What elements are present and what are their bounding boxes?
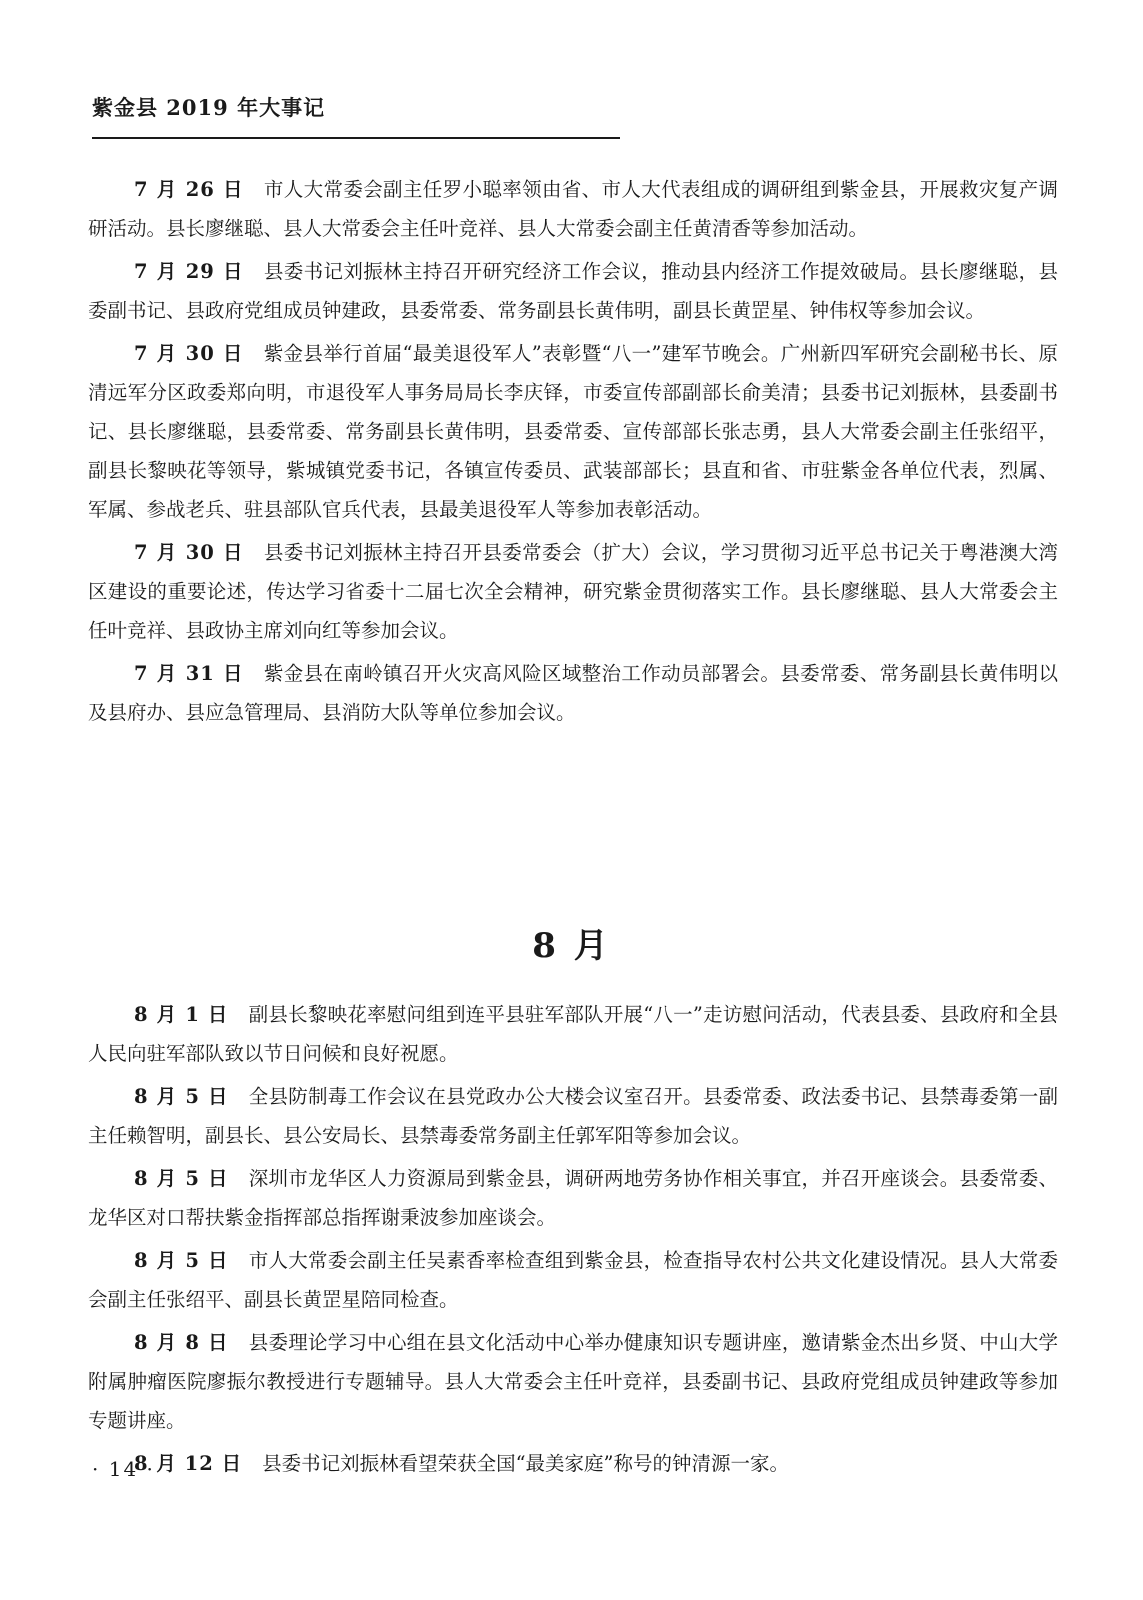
event-text: 县委书记刘振林主持召开研究经济工作会议，推动县内经济工作提效破局。县长廖继聪，县委副书记、县政府党组成员钟建政，县委常委、常务副县长黄伟明，副县长黄罡星、钟伟权等参加会议。 [88, 260, 1058, 322]
event-entry [88, 252, 1058, 330]
event-entry [88, 334, 1058, 529]
event-text: 县委书记刘振林看望荣获全国“最美家庭”称号的钟清源一家。 [262, 1452, 790, 1475]
event-text: 县委书记刘振林主持召开县委常委会（扩大）会议，学习贯彻习近平总书记关于粤港澳大湾区建设的重要论述，传达学习省委十二届七次全会精神，研究紫金贯彻落实工作。县长廖继聪、县人大常委会主任叶竞祥、县政协主席刘向红等参加会议。 [88, 541, 1058, 642]
header-rule [92, 137, 620, 139]
event-entry [88, 1241, 1058, 1319]
event-text: 深圳市龙华区人力资源局到紫金县，调研两地劳务协作相关事宜，并召开座谈会。县委常委、龙华区对口帮扶紫金指挥部总指挥谢秉波参加座谈会。 [88, 1167, 1058, 1229]
august-entries [88, 995, 1058, 1487]
event-text: 县委理论学习中心组在县文化活动中心举办健康知识专题讲座，邀请紫金杰出乡贤、中山大学附属肿瘤医院廖振尔教授进行专题辅导。县人大常委会主任叶竞祥，县委副书记、县政府党组成员钟建政等参加专题讲座。 [88, 1331, 1058, 1432]
event-date: 8 月 5 日 [134, 1249, 229, 1272]
event-text: 全县防制毒工作会议在县党政办公大楼会议室召开。县委常委、政法委书记、县禁毒委第一副主任赖智明，副县长、县公安局长、县禁毒委常务副主任郭军阳等参加会议。 [88, 1085, 1058, 1147]
event-entry [88, 995, 1058, 1073]
event-date: 8 月 5 日 [134, 1085, 229, 1108]
event-date: 7 月 31 日 [134, 662, 244, 685]
event-text: 市人大常委会副主任吴素香率检查组到紫金县，检查指导农村公共文化建设情况。县人大常委会副主任张绍平、副县长黄罡星陪同检查。 [88, 1249, 1058, 1311]
event-date: 8 月 8 日 [134, 1331, 229, 1354]
month-heading: 8 月 [532, 926, 611, 966]
event-entry [88, 1444, 1058, 1483]
event-date: 7 月 29 日 [134, 260, 244, 283]
event-date: 7 月 30 日 [134, 541, 244, 564]
event-entry [88, 533, 1058, 650]
running-header: 紫金县 2019 年大事记 [92, 95, 326, 120]
event-text: 紫金县在南岭镇召开火灾高风险区域整治工作动员部署会。县委常委、常务副县长黄伟明以及县府办、县应急管理局、县消防大队等单位参加会议。 [88, 662, 1058, 724]
july-entries [88, 170, 1058, 736]
event-text: 紫金县举行首届“最美退役军人”表彰暨“八一”建军节晚会。广州新四军研究会副秘书长、原清远军分区政委郑向明，市退役军人事务局局长李庆铎，市委宣传部副部长俞美清；县委书记刘振林，县委副书记、县长廖继聪，县委常委、常务副县长黄伟明，县委常委、宣传部部长张志勇，县人大常委会副主任张绍平，副县长黎映花等领导，紫城镇党委书记，各镇宣传委员、武装部部长；县直和省、市驻紫金各单位代表，烈属、军属、参战老兵、驻县部队官兵代表，县最美退役军人等参加表彰活动。 [88, 342, 1058, 521]
event-entry [88, 1323, 1058, 1440]
event-date: 8 月 5 日 [134, 1167, 229, 1190]
event-date: 7 月 26 日 [134, 178, 244, 201]
event-date: 7 月 30 日 [134, 342, 244, 365]
event-entry [88, 1159, 1058, 1237]
event-entry [88, 1077, 1058, 1155]
event-date: 8 月 1 日 [134, 1003, 229, 1026]
event-text: 市人大常委会副主任罗小聪率领由省、市人大代表组成的调研组到紫金县，开展救灾复产调研活动。县长廖继聪、县人大常委会主任叶竞祥、县人大常委会副主任黄清香等参加活动。 [88, 178, 1058, 240]
page-number: · 14 · [92, 1457, 155, 1481]
event-entry [88, 170, 1058, 248]
event-text: 副县长黎映花率慰问组到连平县驻军部队开展“八一”走访慰问活动，代表县委、县政府和全县人民向驻军部队致以节日问候和良好祝愿。 [88, 1003, 1058, 1065]
event-entry [88, 654, 1058, 732]
event-date: 8 月 12 日 [134, 1452, 243, 1475]
